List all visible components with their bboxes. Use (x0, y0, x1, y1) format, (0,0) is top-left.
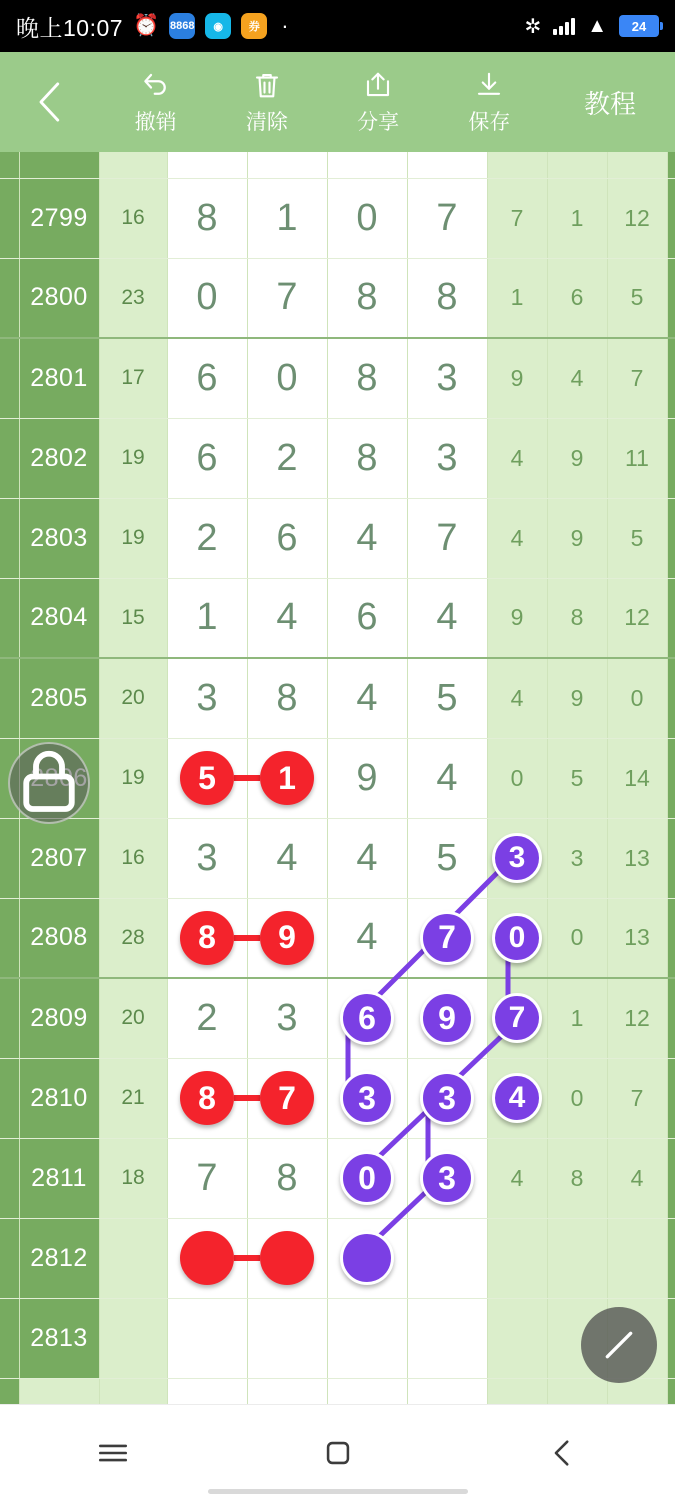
row-sum: 17 (99, 338, 167, 418)
num-cell[interactable] (407, 1138, 487, 1218)
table-row (0, 738, 675, 818)
table-row (0, 1058, 675, 1138)
bluetooth-icon: ✲ (524, 15, 542, 38)
red-marker-ball[interactable] (260, 1231, 314, 1285)
left-edge (0, 418, 19, 498)
tail-cell: 0 (487, 738, 547, 818)
num-cell[interactable]: 5 (407, 658, 487, 738)
status-dot-icon: · (281, 13, 289, 38)
tail-cell: 5 (547, 738, 607, 818)
row-sum: 20 (99, 658, 167, 738)
tail-cell (487, 1298, 547, 1378)
right-edge (667, 258, 675, 338)
row-index: 2810 (19, 1058, 99, 1138)
status-bar-right (524, 14, 659, 39)
num-cell[interactable]: 3 (407, 418, 487, 498)
num-cell[interactable] (167, 1218, 247, 1298)
tail-cell (487, 1058, 547, 1138)
tail-cell (547, 152, 607, 178)
draw-line-button[interactable] (581, 1307, 657, 1383)
tail-cell: 8 (547, 1138, 607, 1218)
marker-connector (234, 935, 260, 941)
pen-icon (599, 1325, 639, 1365)
back-button[interactable] (0, 80, 100, 124)
save-label: 保存 (468, 111, 511, 134)
row-sum (99, 1298, 167, 1378)
purple-marker-ball[interactable]: 3 (420, 1151, 474, 1205)
row-sum: 15 (99, 578, 167, 658)
purple-marker-ball[interactable]: 3 (340, 1071, 394, 1125)
tail-cell: 12 (607, 978, 667, 1058)
num-cell[interactable]: 8 (327, 258, 407, 338)
table-row (0, 258, 675, 338)
num-cell[interactable]: 7 (247, 258, 327, 338)
tail-cell (547, 1218, 607, 1298)
row-sum: 19 (99, 498, 167, 578)
row-index: 2802 (19, 418, 99, 498)
row-sum (99, 1218, 167, 1298)
num-cell[interactable] (407, 978, 487, 1058)
right-edge (667, 1298, 675, 1378)
purple-marker-ball[interactable]: 3 (492, 833, 542, 883)
num-cell[interactable] (407, 1218, 487, 1298)
right-edge (667, 578, 675, 658)
num-cell[interactable]: 4 (327, 818, 407, 898)
table-row (0, 818, 675, 898)
status-time: 晚上10:07 (16, 14, 124, 41)
purple-marker-ball[interactable]: 9 (420, 991, 474, 1045)
right-edge (667, 978, 675, 1058)
row-index: 2809 (19, 978, 99, 1058)
tutorial-button[interactable]: 教程 (583, 88, 636, 119)
left-edge (0, 1138, 19, 1218)
num-cell[interactable]: 5 (407, 818, 487, 898)
tail-cell (607, 152, 667, 178)
num-cell[interactable] (327, 1138, 407, 1218)
num-cell[interactable]: 3 (167, 818, 247, 898)
num-cell[interactable] (327, 978, 407, 1058)
num-cell[interactable] (407, 1378, 487, 1404)
num-cell[interactable] (327, 1298, 407, 1378)
row-index (19, 1378, 99, 1404)
tail-cell (607, 1218, 667, 1298)
red-marker-ball[interactable]: 8 (180, 911, 234, 965)
tail-cell: 6 (547, 258, 607, 338)
num-cell[interactable] (327, 1218, 407, 1298)
left-edge (0, 1298, 19, 1378)
num-cell[interactable]: 8 (247, 658, 327, 738)
table-row (0, 152, 675, 178)
nav-back-button[interactable] (503, 1423, 623, 1483)
undo-label: 撤销 (134, 111, 177, 134)
status-bar (0, 0, 675, 52)
num-cell[interactable] (167, 1378, 247, 1404)
purple-marker-ball[interactable]: 6 (340, 991, 394, 1045)
red-marker-ball[interactable]: 8 (180, 1071, 234, 1125)
row-sum (99, 152, 167, 178)
purple-marker-ball[interactable]: 3 (420, 1071, 474, 1125)
row-sum (99, 1378, 167, 1404)
num-cell[interactable] (407, 1298, 487, 1378)
tail-cell: 0 (547, 1058, 607, 1138)
status-bar-left (16, 10, 289, 43)
num-cell[interactable]: 4 (327, 898, 407, 978)
red-marker-ball[interactable] (180, 1231, 234, 1285)
undo-button[interactable] (100, 68, 211, 136)
lottery-table-scroll[interactable] (0, 152, 675, 1404)
left-edge (0, 978, 19, 1058)
purple-marker-ball[interactable]: 7 (492, 993, 542, 1043)
tail-cell: 4 (487, 658, 547, 738)
home-button[interactable] (278, 1423, 398, 1483)
num-cell[interactable]: 6 (167, 338, 247, 418)
num-cell[interactable]: 4 (327, 658, 407, 738)
num-cell[interactable] (247, 152, 327, 178)
row-index: 2803 (19, 498, 99, 578)
num-cell[interactable]: 8 (247, 1138, 327, 1218)
num-cell[interactable]: 1 (247, 178, 327, 258)
table-row (0, 418, 675, 498)
right-edge (667, 738, 675, 818)
left-edge (0, 498, 19, 578)
num-cell[interactable] (247, 1378, 327, 1404)
num-cell[interactable]: 8 (407, 258, 487, 338)
save-button[interactable] (434, 68, 545, 136)
num-cell[interactable]: 7 (167, 1138, 247, 1218)
row-index: 2808 (19, 898, 99, 978)
table-row (0, 1138, 675, 1218)
tail-cell (487, 1378, 547, 1404)
purple-marker-ball[interactable]: 7 (420, 911, 474, 965)
right-edge (667, 1058, 675, 1138)
clear-button[interactable] (211, 68, 322, 136)
num-cell[interactable]: 8 (327, 418, 407, 498)
tail-cell (547, 1378, 607, 1404)
num-cell[interactable]: 4 (407, 578, 487, 658)
num-cell[interactable]: 3 (407, 338, 487, 418)
recents-button[interactable] (53, 1423, 173, 1483)
back-chevron-icon (546, 1436, 580, 1470)
num-cell[interactable]: 0 (167, 258, 247, 338)
num-cell[interactable]: 9 (327, 738, 407, 818)
left-edge (0, 152, 19, 178)
tail-cell: 9 (487, 578, 547, 658)
row-index: 2805 (19, 658, 99, 738)
left-edge (0, 338, 19, 418)
num-cell[interactable]: 6 (327, 578, 407, 658)
num-cell[interactable] (407, 898, 487, 978)
table-row (0, 338, 675, 418)
tail-cell: 3 (547, 818, 607, 898)
toolbar (0, 52, 675, 152)
row-sum: 16 (99, 178, 167, 258)
tail-cell: 13 (607, 898, 667, 978)
tail-cell: 1 (547, 978, 607, 1058)
app-badge-icon-3: 券 (241, 13, 267, 39)
tail-cell: 5 (607, 498, 667, 578)
marker-connector (234, 1255, 260, 1261)
left-edge (0, 178, 19, 258)
row-index: 2813 (19, 1298, 99, 1378)
tail-cell: 12 (607, 578, 667, 658)
tail-cell (487, 1218, 547, 1298)
red-marker-ball[interactable]: 7 (260, 1071, 314, 1125)
row-index: 2804 (19, 578, 99, 658)
marker-connector (234, 1095, 260, 1101)
num-cell[interactable]: 6 (167, 418, 247, 498)
table-row (0, 978, 675, 1058)
app-badge-icon-2: ◉ (205, 13, 231, 39)
tail-cell: 4 (607, 1138, 667, 1218)
row-index: 2799 (19, 178, 99, 258)
tail-cell: 4 (487, 418, 547, 498)
num-cell[interactable] (167, 898, 247, 978)
tail-cell (487, 152, 547, 178)
right-edge (667, 1138, 675, 1218)
left-edge (0, 658, 19, 738)
tail-cell: 9 (547, 498, 607, 578)
left-edge (0, 1218, 19, 1298)
tail-cell: 12 (607, 178, 667, 258)
back-chevron-icon (33, 80, 67, 124)
lottery-table-body (0, 152, 675, 1404)
share-label: 分享 (357, 111, 400, 134)
purple-marker-ball[interactable] (340, 1231, 394, 1285)
left-edge (0, 258, 19, 338)
signal-icon (553, 17, 575, 35)
row-index: 2812 (19, 1218, 99, 1298)
row-sum: 19 (99, 738, 167, 818)
right-edge (667, 152, 675, 178)
row-index: 2801 (19, 338, 99, 418)
tail-cell (487, 978, 547, 1058)
left-edge (0, 1378, 19, 1404)
tail-cell: 13 (607, 818, 667, 898)
num-cell[interactable]: 4 (327, 498, 407, 578)
num-cell[interactable]: 1 (167, 578, 247, 658)
row-sum: 23 (99, 258, 167, 338)
right-edge (667, 418, 675, 498)
wifi-icon: ▲ (587, 14, 607, 37)
num-cell[interactable]: 0 (247, 338, 327, 418)
left-edge (0, 578, 19, 658)
home-indicator (208, 1489, 468, 1494)
num-cell[interactable]: 2 (247, 418, 327, 498)
num-cell[interactable]: 8 (327, 338, 407, 418)
home-square-icon (321, 1436, 355, 1470)
num-cell[interactable]: 4 (247, 578, 327, 658)
num-cell[interactable]: 2 (167, 498, 247, 578)
table-row (0, 898, 675, 978)
tail-cell: 9 (487, 338, 547, 418)
num-cell[interactable] (327, 1378, 407, 1404)
right-edge (667, 898, 675, 978)
tail-cell: 4 (487, 1138, 547, 1218)
num-cell[interactable] (167, 1298, 247, 1378)
table-row (0, 178, 675, 258)
row-index (19, 152, 99, 178)
num-cell[interactable]: 3 (247, 978, 327, 1058)
tail-cell: 1 (547, 178, 607, 258)
right-edge (667, 1218, 675, 1298)
right-edge (667, 818, 675, 898)
purple-marker-ball[interactable]: 4 (492, 1073, 542, 1123)
num-cell[interactable] (327, 152, 407, 178)
num-cell[interactable]: 2 (167, 978, 247, 1058)
purple-marker-ball[interactable]: 0 (492, 913, 542, 963)
tail-cell: 0 (607, 658, 667, 738)
tail-cell: 7 (487, 178, 547, 258)
tail-cell: 7 (607, 338, 667, 418)
menu-icon (96, 1436, 130, 1470)
tail-cell: 8 (547, 578, 607, 658)
red-marker-ball[interactable]: 1 (260, 751, 314, 805)
tail-cell: 1 (487, 258, 547, 338)
num-cell[interactable]: 7 (407, 178, 487, 258)
right-edge (667, 498, 675, 578)
num-cell[interactable] (167, 1058, 247, 1138)
row-sum: 28 (99, 898, 167, 978)
left-edge (0, 1058, 19, 1138)
table-row (0, 658, 675, 738)
num-cell[interactable]: 0 (327, 178, 407, 258)
table-row (0, 578, 675, 658)
num-cell[interactable] (247, 1298, 327, 1378)
lock-button[interactable] (8, 742, 90, 824)
right-edge (667, 178, 675, 258)
tail-cell: 7 (607, 1058, 667, 1138)
lock-icon (10, 744, 88, 822)
num-cell[interactable]: 3 (167, 658, 247, 738)
tail-cell (487, 818, 547, 898)
system-nav-bar (0, 1404, 675, 1500)
tail-cell: 14 (607, 738, 667, 818)
app-badge-icon-1: 8868 (169, 13, 195, 39)
lottery-table (0, 152, 675, 1404)
red-marker-ball[interactable]: 5 (180, 751, 234, 805)
battery-icon: 24 (619, 15, 659, 37)
tail-cell: 9 (547, 658, 607, 738)
num-cell[interactable]: 7 (407, 498, 487, 578)
left-edge (0, 898, 19, 978)
num-cell[interactable] (407, 152, 487, 178)
tail-cell (487, 898, 547, 978)
row-index: 2807 (19, 818, 99, 898)
right-edge (667, 658, 675, 738)
left-edge (0, 818, 19, 898)
table-row (0, 498, 675, 578)
table-row (0, 1298, 675, 1378)
num-cell[interactable] (167, 152, 247, 178)
table-row (0, 1378, 675, 1404)
tail-cell: 11 (607, 418, 667, 498)
tail-cell: 4 (547, 338, 607, 418)
purple-marker-ball[interactable]: 0 (340, 1151, 394, 1205)
download-icon (474, 68, 504, 102)
tail-cell: 9 (547, 418, 607, 498)
marker-connector (234, 775, 260, 781)
num-cell[interactable]: 8 (167, 178, 247, 258)
tail-cell: 0 (547, 898, 607, 978)
row-index: 2800 (19, 258, 99, 338)
clear-label: 清除 (245, 111, 288, 134)
row-sum: 19 (99, 418, 167, 498)
right-edge (667, 1378, 675, 1404)
table-row (0, 1218, 675, 1298)
num-cell[interactable] (167, 738, 247, 818)
row-index: 2811 (19, 1138, 99, 1218)
right-edge (667, 338, 675, 418)
share-button[interactable] (323, 68, 434, 136)
share-icon (363, 68, 393, 102)
num-cell[interactable] (327, 1058, 407, 1138)
red-marker-ball[interactable]: 9 (260, 911, 314, 965)
num-cell[interactable]: 4 (407, 738, 487, 818)
row-sum: 18 (99, 1138, 167, 1218)
undo-icon (141, 68, 171, 102)
tail-cell: 4 (487, 498, 547, 578)
tail-cell: 5 (607, 258, 667, 338)
row-sum: 21 (99, 1058, 167, 1138)
trash-icon (252, 68, 282, 102)
alarm-icon: ⏰ (133, 14, 160, 37)
row-sum: 16 (99, 818, 167, 898)
row-sum: 20 (99, 978, 167, 1058)
num-cell[interactable]: 6 (247, 498, 327, 578)
num-cell[interactable] (407, 1058, 487, 1138)
num-cell[interactable]: 4 (247, 818, 327, 898)
